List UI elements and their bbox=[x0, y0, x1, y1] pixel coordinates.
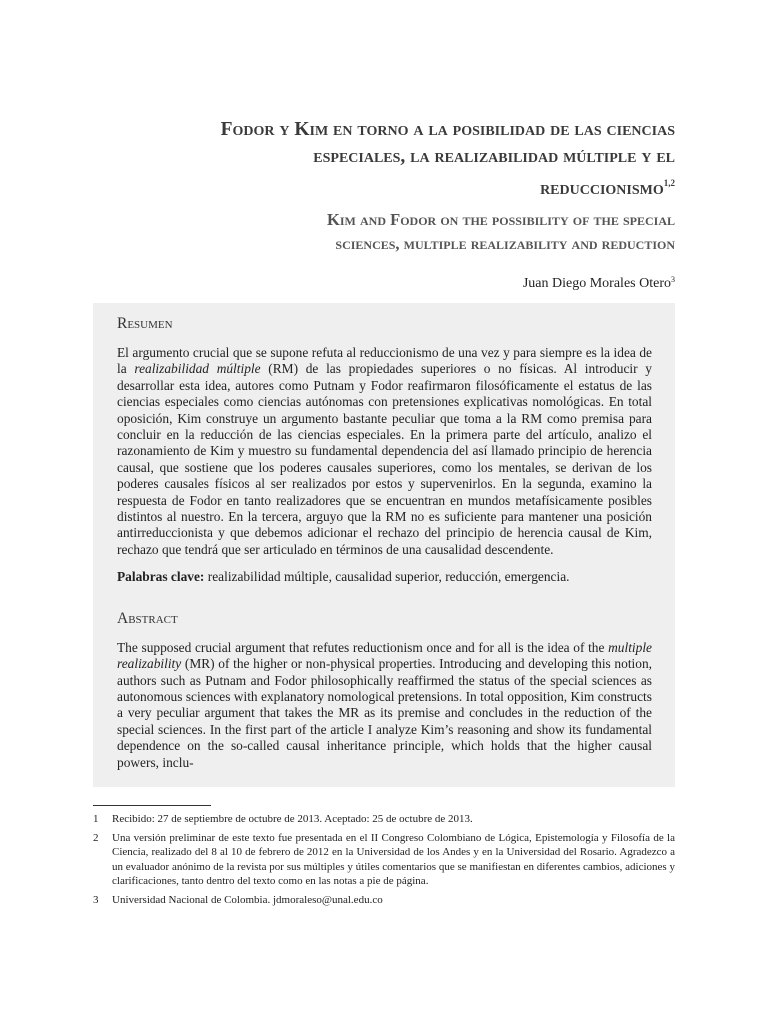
abstract-text-part-2: (MR) of the higher or non-physical properties. Introducing and developing this notion, authors such as Putnam and Fodor philosophically reaffirmed the status of the special sciences as autonomous sciences with explanatory nomological pretensions. In total opposition, Kim constructs a very peculiar argument that takes the MR as its premise and concludes in the reduction of the special sciences. In the first part of the article I analyze Kim’s reasoning and show its fundamental dependence on the so-called causal inheritance principle, which holds that the higher causal powers, inclu- bbox=[117, 656, 652, 770]
subtitle-line-1: Kim and Fodor on the possibility of the special bbox=[327, 210, 675, 229]
footnote-text: Universidad Nacional de Colombia. jdmoraleso@unal.edu.co bbox=[112, 893, 383, 906]
footnote-number: 2 bbox=[93, 831, 99, 844]
footnote-text: Una versión preliminar de este texto fue presentada en el II Congreso Colombiano de Lógica, Epistemología y Filosofía de la Ciencia, realizado del 8 al 10 de febrero de 2012 en la Universidad de los Andes y en la Universidad del Rosario. Agradezco a un evaluador anónimo de la revista por sus múltiples y útiles comentarios que se manifiestan en diferentes cambios, adiciones y clarificaciones, tanto dentro del texto como en las notas a pie de página. bbox=[112, 831, 675, 888]
resumen-text-part-2: (RM) de las propiedades superiores o no físicas. Al introducir y desarrollar esta idea, autores como Putnam y Fodor reafirmaron filosóficamente el estatus de las ciencias especiales como ciencias autónomas con pretensiones explicativas nomológicas. En total oposición, Kim construye un argumento bastante peculiar que toma a la RM como premisa para concluir en la reducción de las ciencias especiales. En la primera parte del artículo, analizo el razonamiento de Kim y muestro su fundamental dependencia del así llamado principio de herencia causal, que sostiene que los poderes causales superiores, como los mentales, se derivan de los poderes causales físicos al ser realizados por estos y supervenirlos. En la segunda, examino la respuesta de Fodor en tanto realizadores que se encuentran en mundos metafísicamente posibles distintos al nuestro. En la tercera, arguyo que la RM no es suficiente para mantener una posición antirreduccionista y que debemos adicionar el rechazo del principio de herencia causal de Kim, rechazo que tendrá que ser articulado en términos de una causalidad descendente. bbox=[117, 361, 652, 557]
subtitle-line-2: sciences, multiple realizability and reduction bbox=[335, 234, 675, 253]
author-line bbox=[300, 275, 675, 292]
title-note-refs[interactable]: 1,2 bbox=[663, 178, 675, 188]
footnote bbox=[93, 893, 675, 908]
abstract-text bbox=[117, 640, 652, 771]
resumen-keywords bbox=[117, 569, 652, 585]
article-subtitle bbox=[150, 208, 675, 256]
resumen-text bbox=[117, 345, 652, 558]
resumen-heading: Resumen bbox=[117, 315, 173, 332]
footnote-number: 3 bbox=[93, 893, 99, 906]
abstract-text-part-1: The supposed crucial argument that refutes reductionism once and for all is the idea of the bbox=[117, 639, 609, 655]
footnote-number: 1 bbox=[93, 813, 99, 825]
footnotes bbox=[93, 812, 675, 912]
keywords-label: Palabras clave: bbox=[117, 569, 205, 585]
abstract-term: multiple realizability bbox=[117, 639, 652, 672]
author-note-ref[interactable]: 3 bbox=[671, 275, 675, 284]
resumen-term: realizabilidad múltiple bbox=[134, 361, 261, 377]
title-line-3: reduccionismo bbox=[540, 178, 664, 199]
footnote-divider bbox=[93, 805, 211, 806]
author-name: Juan Diego Morales Otero bbox=[522, 276, 671, 291]
footnote bbox=[93, 831, 675, 889]
title-line-1: Fodor y Kim en torno a la posibilidad de las ciencias bbox=[220, 119, 675, 140]
resumen-text-part-1: El argumento crucial que se supone refuta al reduccionismo de una vez y para siempre es la idea de la bbox=[117, 345, 652, 377]
title-line-2: especiales, la realizabilidad múltiple y el bbox=[313, 146, 675, 167]
keywords-list: realizabilidad múltiple, causalidad superior, reducción, emergencia. bbox=[204, 569, 570, 585]
footnote bbox=[93, 812, 675, 827]
article-title bbox=[130, 116, 675, 202]
abstract-panel bbox=[93, 303, 675, 787]
abstract-heading: Abstract bbox=[117, 609, 178, 627]
footnote-text: Recibido: 27 de septiembre de octubre de 2013. Aceptado: 25 de octubre de 2013. bbox=[112, 813, 473, 825]
